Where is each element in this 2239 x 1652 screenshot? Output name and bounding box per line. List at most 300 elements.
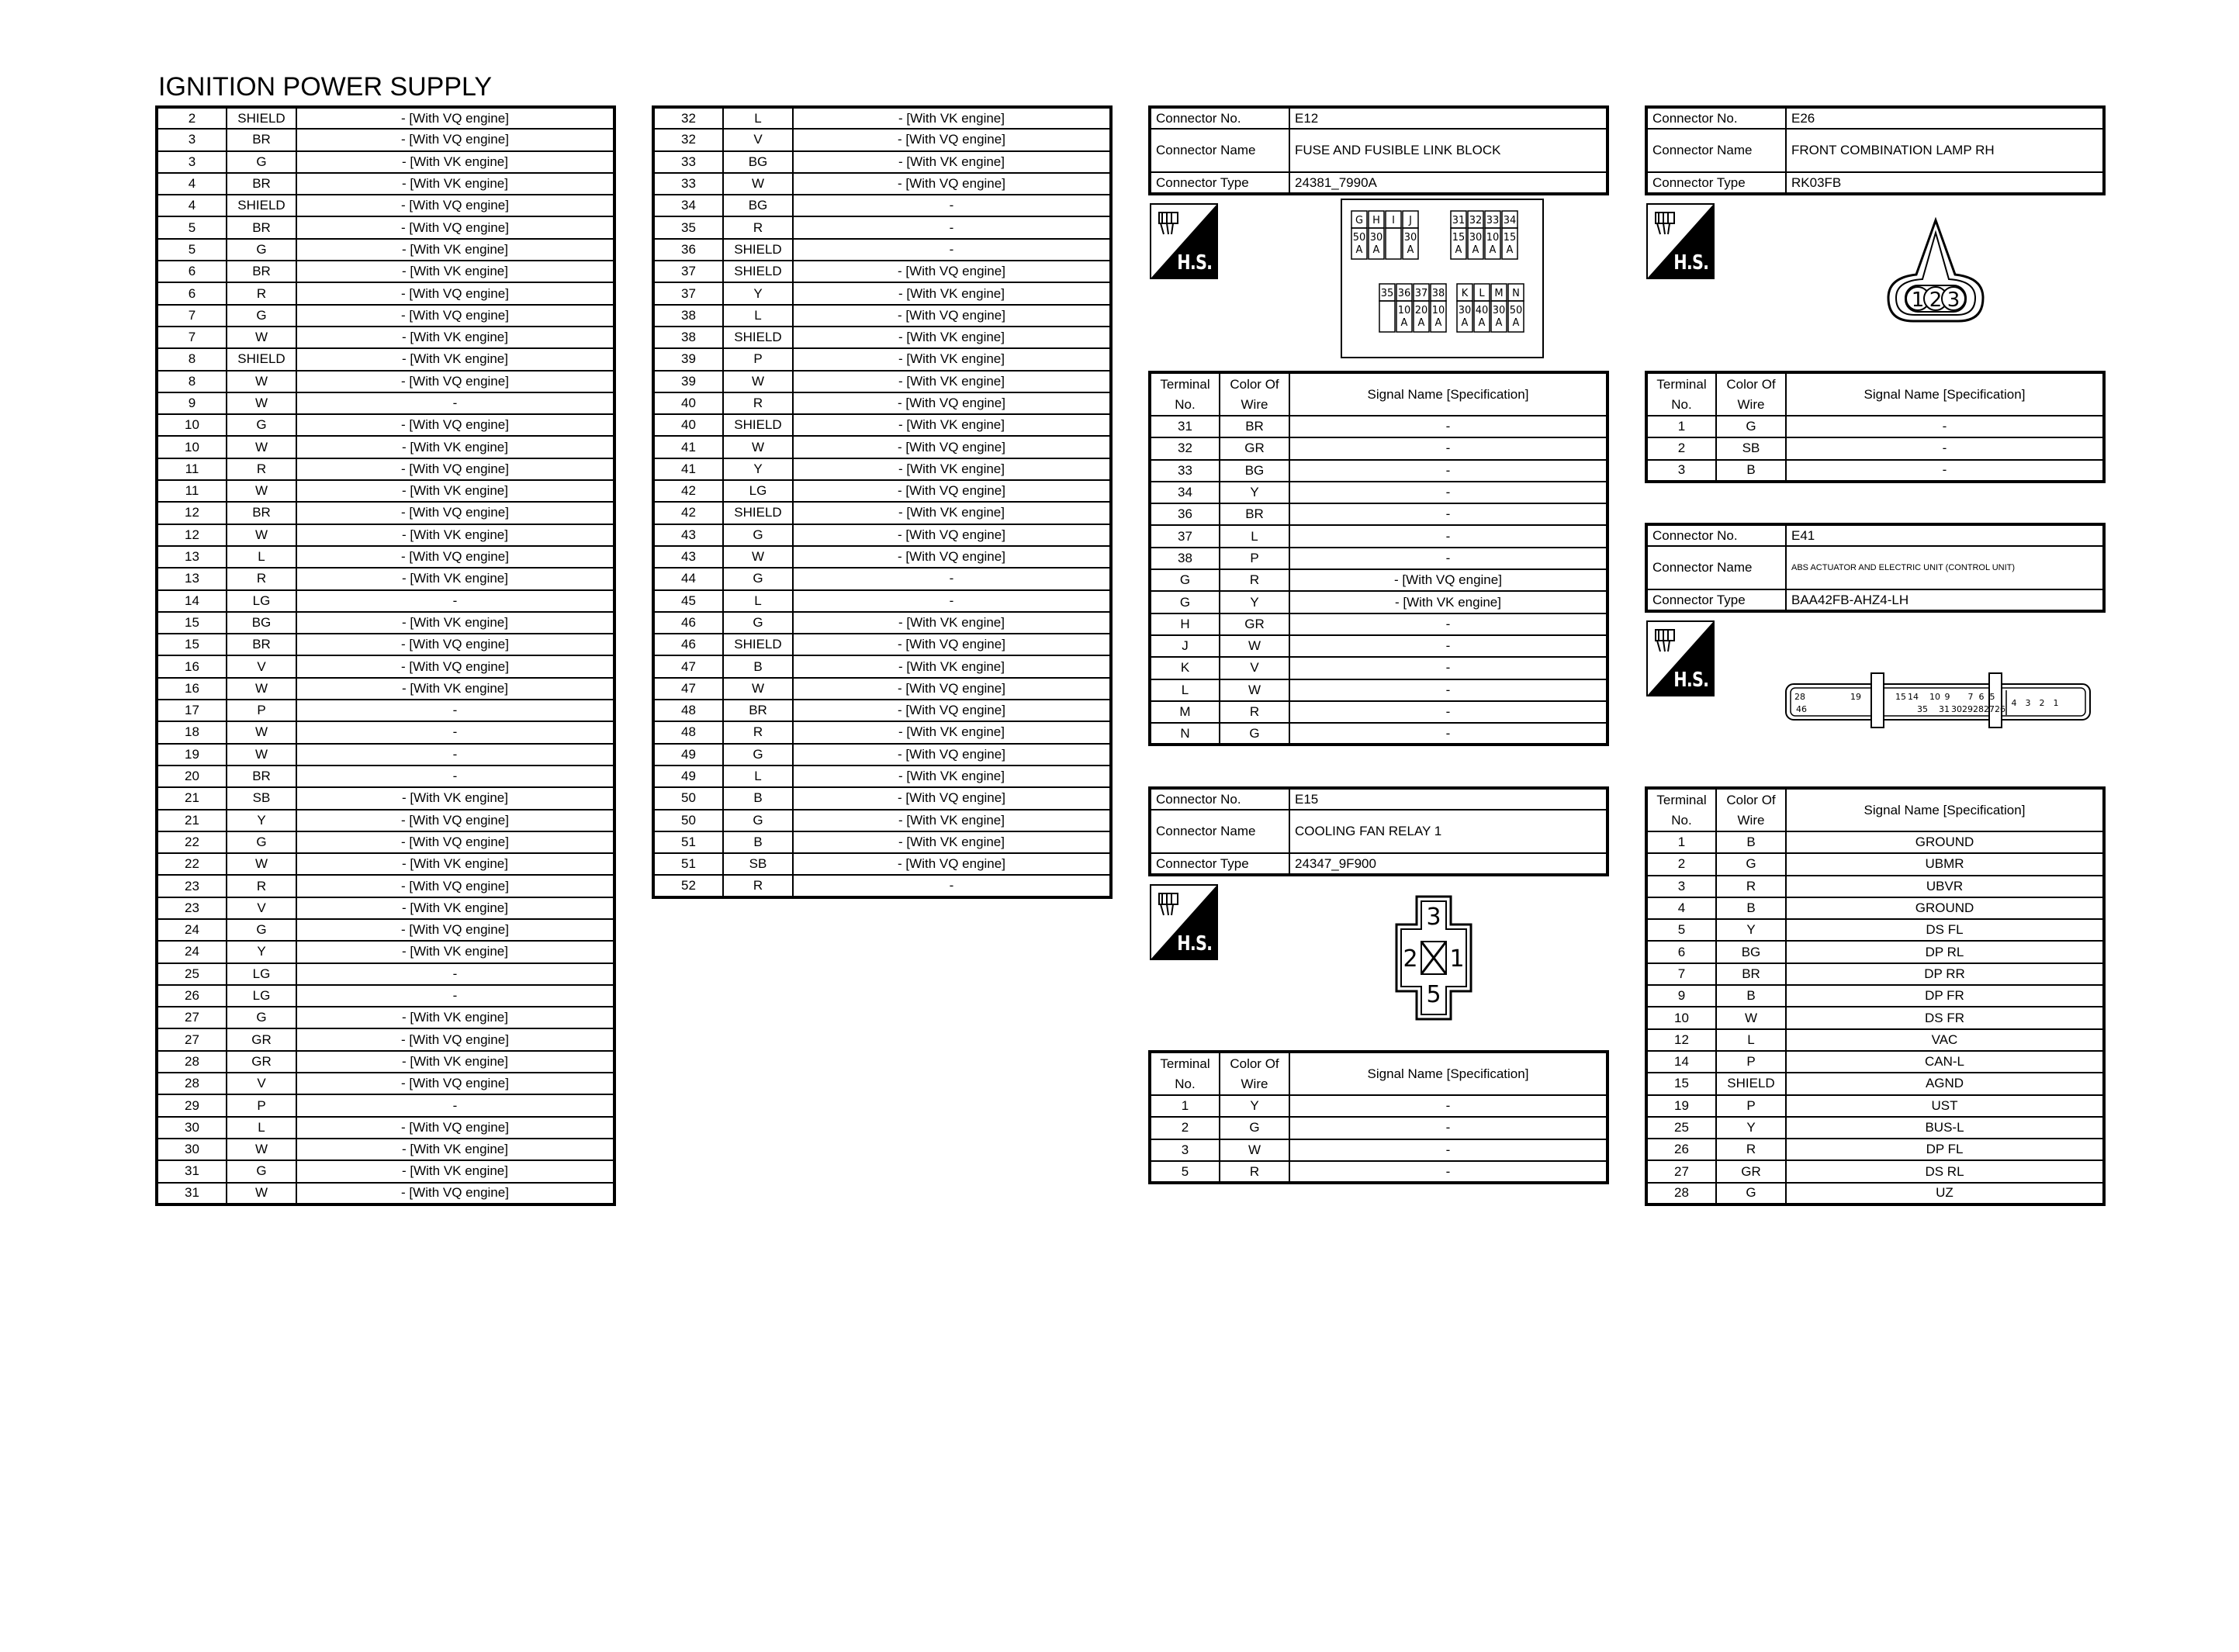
wire-color-cell: R xyxy=(227,282,296,304)
terminal-no-cell: 27 xyxy=(1646,1160,1716,1182)
signal-name-cell: - xyxy=(1289,503,1607,525)
table-row xyxy=(653,502,1111,524)
e41-pin-label: 46 xyxy=(1796,704,1807,714)
table-row xyxy=(1646,1073,2104,1094)
e15-terminal-table xyxy=(1148,1050,1609,1184)
table-row xyxy=(653,392,1111,414)
e41-connector-type: BAA42FB-AHZ4-LH xyxy=(1786,589,2104,611)
terminal-no-cell: 22 xyxy=(157,853,227,875)
signal-name-cell: - [With VQ engine] xyxy=(793,480,1111,502)
e41-connector-no: E41 xyxy=(1786,524,2104,546)
table-row xyxy=(157,612,614,634)
signal-name-cell: VAC xyxy=(1786,1029,2104,1051)
table-row xyxy=(1646,1029,2104,1051)
table-row xyxy=(157,787,614,809)
wire-color-cell: R xyxy=(227,875,296,897)
fuse-amp-value: 30 xyxy=(1492,305,1506,316)
e12-terminal-table xyxy=(1148,371,1609,746)
wire-color-cell: L xyxy=(723,766,793,787)
terminal-no-cell: 38 xyxy=(1150,548,1220,569)
terminal-no-cell: 44 xyxy=(653,568,723,589)
signal-name-cell: - xyxy=(296,985,614,1007)
fuse-amp-value: 10 xyxy=(1431,305,1445,316)
fuse-amp-value: 40 xyxy=(1475,305,1489,316)
signal-name-cell: - [With VK engine] xyxy=(793,831,1111,853)
fuse-slot-label: G xyxy=(1355,215,1364,226)
terminal-no-cell: 47 xyxy=(653,678,723,700)
table-row xyxy=(1646,963,2104,985)
terminal-no-cell: 3 xyxy=(157,151,227,173)
hs-label: H.S. xyxy=(1673,251,1708,275)
wire-color-cell: L xyxy=(227,1117,296,1139)
fuse-slot-label: 32 xyxy=(1469,215,1483,226)
signal-name-cell: - xyxy=(793,195,1111,216)
signal-name-cell: DS RL xyxy=(1786,1160,2104,1182)
wire-color-cell: SB xyxy=(723,853,793,875)
connector-no-label: Connector No. xyxy=(1646,107,1786,129)
signal-name-cell: - [With VQ engine] xyxy=(793,744,1111,766)
fuse-amp-value: 30 xyxy=(1403,232,1417,244)
terminal-no-cell: 18 xyxy=(157,721,227,743)
signal-name-cell: - [With VK engine] xyxy=(793,721,1111,743)
terminal-no-cell: 12 xyxy=(1646,1029,1716,1051)
table-row xyxy=(157,480,614,502)
wire-color-cell: W xyxy=(723,678,793,700)
terminal-no-cell: 14 xyxy=(157,590,227,612)
fuse-amp-unit: A xyxy=(1434,317,1442,329)
table-row xyxy=(157,502,614,524)
connector-hand-icon xyxy=(1651,625,1682,656)
fuse-amp-unit: A xyxy=(1455,244,1462,256)
wire-color-cell: W xyxy=(227,371,296,392)
terminal-no-cell: 16 xyxy=(157,678,227,700)
signal-name-cell: - [With VK engine] xyxy=(296,151,614,173)
terminal-no-cell: 36 xyxy=(653,239,723,261)
fuse-amp-value: 50 xyxy=(1509,305,1523,316)
terminal-no-cell: 16 xyxy=(157,655,227,677)
signal-name-cell: - [With VQ engine] xyxy=(296,919,614,941)
terminal-no-header: Terminal No. xyxy=(1646,372,1716,416)
table-row xyxy=(653,655,1111,677)
signal-name-cell: - [With VQ engine] xyxy=(793,261,1111,282)
wire-color-cell: V xyxy=(227,655,296,677)
signal-name-cell: - [With VK engine] xyxy=(296,348,614,370)
fuse-slot-label: L xyxy=(1479,288,1485,299)
signal-name-cell: - xyxy=(296,590,614,612)
wire-color-cell: BR xyxy=(227,502,296,524)
wire-color-cell: R xyxy=(227,568,296,589)
terminal-no-cell: G xyxy=(1150,591,1220,613)
terminal-no-cell: 9 xyxy=(1646,985,1716,1007)
table-row xyxy=(157,173,614,195)
e26-lamp-connector-diagram xyxy=(1877,217,1994,326)
e41-pin-label: 30 xyxy=(1951,704,1962,714)
signal-name-cell: BUS-L xyxy=(1786,1117,2104,1139)
table-row xyxy=(157,261,614,282)
signal-name-cell: - [With VK engine] xyxy=(296,436,614,458)
terminal-no-cell: 5 xyxy=(157,239,227,261)
table-row xyxy=(157,436,614,458)
terminal-no-cell: 10 xyxy=(1646,1007,1716,1028)
signal-name-cell: - [With VK engine] xyxy=(296,1051,614,1073)
wire-color-cell: Y xyxy=(227,941,296,963)
terminal-no-cell: 11 xyxy=(157,480,227,502)
terminal-no-cell: 7 xyxy=(157,327,227,348)
terminal-no-cell: 32 xyxy=(653,129,723,150)
signal-name-header: Signal Name [Specification] xyxy=(1289,1052,1607,1095)
wire-color-cell: SB xyxy=(227,787,296,809)
wire-color-cell: BR xyxy=(227,634,296,655)
signal-name-cell: - xyxy=(793,875,1111,897)
terminal-no-cell: 46 xyxy=(653,612,723,634)
signal-name-cell: - [With VK engine] xyxy=(793,414,1111,436)
connector-type-label: Connector Type xyxy=(1150,172,1289,194)
terminal-no-cell: 4 xyxy=(157,173,227,195)
table-row xyxy=(653,810,1111,831)
terminal-no-cell: 41 xyxy=(653,436,723,458)
table-row xyxy=(653,107,1111,129)
table-row xyxy=(157,348,614,370)
terminal-no-cell: H xyxy=(1150,613,1220,635)
fuse-amp-unit: A xyxy=(1495,317,1503,329)
e26-pin-1: 1 xyxy=(1911,289,1925,312)
wire-color-cell: B xyxy=(723,655,793,677)
terminal-no-header: Terminal No. xyxy=(1150,372,1220,416)
wire-color-cell: R xyxy=(723,216,793,238)
terminal-no-cell: 37 xyxy=(653,261,723,282)
table-row xyxy=(1150,1117,1607,1139)
signal-name-cell: GROUND xyxy=(1786,831,2104,853)
wire-color-cell: B xyxy=(723,787,793,809)
terminal-no-cell: 21 xyxy=(157,787,227,809)
wire-color-cell: SHIELD xyxy=(723,327,793,348)
terminal-no-cell: 26 xyxy=(157,985,227,1007)
table-row xyxy=(1150,1139,1607,1161)
signal-name-cell: - [With VK engine] xyxy=(793,458,1111,480)
page-title: IGNITION POWER SUPPLY xyxy=(158,72,493,102)
wire-color-cell: BR xyxy=(227,261,296,282)
e15-relay-diagram xyxy=(1395,895,1472,1022)
wire-color-cell: W xyxy=(227,853,296,875)
signal-name-cell: DS FL xyxy=(1786,919,2104,941)
terminal-no-cell: 28 xyxy=(1646,1183,1716,1204)
signal-name-cell: - xyxy=(1289,1117,1607,1139)
connector-name-label: Connector Name xyxy=(1646,546,1786,589)
signal-name-cell: - [With VK engine] xyxy=(793,371,1111,392)
wire-color-cell: W xyxy=(227,744,296,766)
terminal-no-cell: 15 xyxy=(157,612,227,634)
signal-name-cell: - [With VQ engine] xyxy=(296,875,614,897)
signal-name-cell: - [With VK engine] xyxy=(296,941,614,963)
wire-color-cell: R xyxy=(723,721,793,743)
table-row xyxy=(653,282,1111,304)
wire-color-cell: V xyxy=(227,897,296,919)
table-row xyxy=(157,744,614,766)
terminal-no-cell: 3 xyxy=(157,129,227,150)
table-row xyxy=(157,1094,614,1116)
wire-color-cell: P xyxy=(1220,548,1289,569)
wire-color-cell: R xyxy=(227,458,296,480)
table-row xyxy=(157,1028,614,1050)
terminal-no-cell: 51 xyxy=(653,831,723,853)
terminal-no-cell: 30 xyxy=(157,1139,227,1160)
terminal-no-cell: 7 xyxy=(1646,963,1716,985)
table-row xyxy=(157,810,614,831)
terminal-no-cell: 23 xyxy=(157,875,227,897)
wire-color-cell: Y xyxy=(723,458,793,480)
signal-name-cell: - [With VK engine] xyxy=(296,239,614,261)
table-row xyxy=(157,1139,614,1160)
wire-color-cell: SHIELD xyxy=(723,261,793,282)
wire-color-cell: SB xyxy=(1716,437,1786,459)
table-row xyxy=(157,590,614,612)
wire-color-cell: V xyxy=(227,1073,296,1094)
fuse-amp-unit: A xyxy=(1489,244,1497,256)
fuse-amp-unit: A xyxy=(1472,244,1479,256)
terminal-no-cell: 46 xyxy=(653,634,723,655)
wire-color-cell: R xyxy=(723,875,793,897)
fuse-slot-label: I xyxy=(1392,215,1395,226)
table-row xyxy=(1150,723,1607,745)
table-row xyxy=(653,173,1111,195)
terminal-no-header: Terminal No. xyxy=(1150,1052,1220,1095)
signal-name-cell: - xyxy=(1289,460,1607,482)
signal-name-cell: - xyxy=(793,216,1111,238)
e26-pin-3: 3 xyxy=(1947,289,1960,312)
wire-color-cell: W xyxy=(227,1183,296,1204)
table-row xyxy=(157,655,614,677)
wire-color-cell: SHIELD xyxy=(227,348,296,370)
wire-color-cell: L xyxy=(227,546,296,568)
connector-no-label: Connector No. xyxy=(1150,107,1289,129)
fuse-amp-value: 30 xyxy=(1458,305,1472,316)
wire-color-cell: BR xyxy=(1220,503,1289,525)
table-row xyxy=(157,941,614,963)
signal-name-cell: - xyxy=(1289,1139,1607,1161)
terminal-no-cell: G xyxy=(1150,569,1220,591)
wire-color-cell: L xyxy=(723,305,793,327)
wire-color-cell: Y xyxy=(1716,1117,1786,1139)
signal-name-cell: - xyxy=(296,766,614,787)
terminal-no-cell: 3 xyxy=(1646,876,1716,897)
table-row xyxy=(1646,919,2104,941)
signal-name-cell: - [With VK engine] xyxy=(296,524,614,546)
table-row xyxy=(653,853,1111,875)
table-row xyxy=(157,853,614,875)
table-row xyxy=(1646,985,2104,1007)
signal-name-cell: - [With VK engine] xyxy=(296,261,614,282)
table-row xyxy=(1150,525,1607,547)
signal-name-cell: - [With VQ engine] xyxy=(296,305,614,327)
terminal-no-cell: 13 xyxy=(157,546,227,568)
signal-name-cell: - [With VK engine] xyxy=(793,327,1111,348)
terminal-list-1 xyxy=(155,105,616,1206)
table-row xyxy=(653,195,1111,216)
terminal-no-cell: 32 xyxy=(1150,437,1220,459)
wire-color-cell: W xyxy=(227,392,296,414)
wire-color-cell: G xyxy=(227,151,296,173)
e15-connector-type: 24347_9F900 xyxy=(1289,853,1607,875)
signal-name-cell: - [With VQ engine] xyxy=(296,502,614,524)
signal-name-cell: UBMR xyxy=(1786,853,2104,875)
wire-color-cell: P xyxy=(227,700,296,721)
wire-color-cell: W xyxy=(723,173,793,195)
wire-color-cell: Y xyxy=(1716,919,1786,941)
signal-name-cell: - [With VQ engine] xyxy=(793,546,1111,568)
signal-name-cell: GROUND xyxy=(1786,897,2104,919)
table-row xyxy=(653,744,1111,766)
wire-color-cell: R xyxy=(1220,701,1289,723)
terminal-no-cell: 19 xyxy=(1646,1095,1716,1117)
e26-terminal-table xyxy=(1645,371,2106,483)
terminal-no-cell: 2 xyxy=(1646,437,1716,459)
terminal-no-cell: 48 xyxy=(653,700,723,721)
e12-connector-name: FUSE AND FUSIBLE LINK BLOCK xyxy=(1289,129,1607,172)
signal-name-cell: - [With VQ engine] xyxy=(296,1183,614,1204)
wire-color-cell: B xyxy=(1716,985,1786,1007)
wire-color-cell: P xyxy=(1716,1051,1786,1073)
terminal-no-cell: 1 xyxy=(1646,831,1716,853)
fuse-slot-label: K xyxy=(1461,288,1469,299)
table-row xyxy=(653,678,1111,700)
fuse-amp-value: 10 xyxy=(1486,232,1500,244)
table-row xyxy=(1646,1117,2104,1139)
terminal-no-cell: 34 xyxy=(653,195,723,216)
table-row xyxy=(653,831,1111,853)
e41-pin-label: 5 xyxy=(1989,692,1995,702)
table-row xyxy=(157,107,614,129)
wire-color-cell: Y xyxy=(723,282,793,304)
wire-color-cell: BR xyxy=(723,700,793,721)
fuse-slot-label: 33 xyxy=(1486,215,1500,226)
table-row xyxy=(157,678,614,700)
wire-color-cell: LG xyxy=(723,480,793,502)
table-row xyxy=(1646,941,2104,963)
signal-name-cell: - [With VQ engine] xyxy=(793,678,1111,700)
wire-color-cell: B xyxy=(723,831,793,853)
signal-name-header: Signal Name [Specification] xyxy=(1786,788,2104,831)
terminal-no-cell: 3 xyxy=(1646,460,1716,482)
table-row xyxy=(157,327,614,348)
wire-color-cell: L xyxy=(723,590,793,612)
terminal-no-cell: 21 xyxy=(157,810,227,831)
fuse-amp-value: 15 xyxy=(1452,232,1466,244)
wire-color-cell: G xyxy=(723,568,793,589)
wire-color-cell: W xyxy=(723,546,793,568)
signal-name-cell: - [With VK engine] xyxy=(793,107,1111,129)
terminal-no-cell: 28 xyxy=(157,1073,227,1094)
signal-name-cell: - xyxy=(793,239,1111,261)
signal-name-cell: DP RL xyxy=(1786,941,2104,963)
signal-name-cell: - [With VQ engine] xyxy=(793,129,1111,150)
signal-name-cell: - [With VQ engine] xyxy=(296,1028,614,1050)
hs-label: H.S. xyxy=(1177,251,1212,275)
connector-hand-icon xyxy=(1154,889,1185,920)
signal-name-cell: UBVR xyxy=(1786,876,2104,897)
wire-color-cell: BR xyxy=(1220,416,1289,437)
signal-name-cell: - xyxy=(793,590,1111,612)
wire-color-cell: SHIELD xyxy=(227,107,296,129)
wire-color-cell: BR xyxy=(227,216,296,238)
terminal-no-cell: 32 xyxy=(653,107,723,129)
terminal-no-cell: 6 xyxy=(157,261,227,282)
table-row xyxy=(157,458,614,480)
terminal-no-cell: 5 xyxy=(1646,919,1716,941)
terminal-no-cell: 4 xyxy=(157,195,227,216)
wire-color-cell: G xyxy=(227,831,296,853)
wire-color-cell: P xyxy=(1716,1095,1786,1117)
terminal-no-cell: 3 xyxy=(1150,1139,1220,1161)
signal-name-cell: - xyxy=(296,1094,614,1116)
terminal-no-cell: 35 xyxy=(653,216,723,238)
e41-abs-connector-diagram xyxy=(1781,670,2095,732)
wire-color-cell: W xyxy=(227,436,296,458)
e41-pin-label: 1 xyxy=(2053,698,2059,708)
signal-name-cell: - [With VK engine] xyxy=(296,678,614,700)
table-row xyxy=(1646,460,2104,482)
signal-name-cell: - xyxy=(1289,548,1607,569)
wire-color-cell: W xyxy=(1716,1007,1786,1028)
wire-color-cell: W xyxy=(1220,679,1289,701)
signal-name-cell: - xyxy=(1289,1161,1607,1183)
table-row xyxy=(653,700,1111,721)
wire-color-cell: BR xyxy=(1716,963,1786,985)
terminal-no-cell: 9 xyxy=(157,392,227,414)
table-row xyxy=(1646,1051,2104,1073)
table-row xyxy=(1150,548,1607,569)
table-row xyxy=(157,634,614,655)
terminal-no-cell: 37 xyxy=(653,282,723,304)
table-row xyxy=(1646,1160,2104,1182)
wire-color-cell: L xyxy=(1716,1029,1786,1051)
table-row xyxy=(157,129,614,150)
terminal-no-cell: 14 xyxy=(1646,1051,1716,1073)
terminal-no-cell: 33 xyxy=(653,173,723,195)
table-row xyxy=(157,919,614,941)
table-row xyxy=(653,546,1111,568)
table-row xyxy=(1150,613,1607,635)
wire-color-cell: GR xyxy=(1716,1160,1786,1182)
fuse-amp-unit: A xyxy=(1400,317,1408,329)
table-row xyxy=(653,634,1111,655)
table-row xyxy=(1150,1095,1607,1117)
table-row xyxy=(157,700,614,721)
terminal-no-cell: 12 xyxy=(157,524,227,546)
terminal-no-cell: 38 xyxy=(653,327,723,348)
terminal-no-cell: 47 xyxy=(653,655,723,677)
signal-name-cell: - [With VK engine] xyxy=(296,1160,614,1182)
e26-connector-name: FRONT COMBINATION LAMP RH xyxy=(1786,129,2104,172)
connector-type-label: Connector Type xyxy=(1150,853,1289,875)
signal-name-cell: - xyxy=(1289,723,1607,745)
terminal-no-cell: 43 xyxy=(653,524,723,546)
e41-pin-label: 35 xyxy=(1917,704,1928,714)
wire-color-cell: G xyxy=(723,810,793,831)
table-row xyxy=(1150,569,1607,591)
fuse-amp-value: 50 xyxy=(1352,232,1366,244)
signal-name-cell: - xyxy=(296,392,614,414)
terminal-no-cell: 48 xyxy=(653,721,723,743)
terminal-no-cell: 1 xyxy=(1150,1095,1220,1117)
terminal-no-cell: 30 xyxy=(157,1117,227,1139)
signal-name-cell: - [With VK engine] xyxy=(793,502,1111,524)
wire-color-cell: BG xyxy=(723,195,793,216)
signal-name-header: Signal Name [Specification] xyxy=(1289,372,1607,416)
fuse-slot-label: N xyxy=(1512,288,1520,299)
signal-name-cell: - [With VQ engine] xyxy=(296,414,614,436)
terminal-no-cell: 19 xyxy=(157,744,227,766)
wire-color-cell: R xyxy=(1716,876,1786,897)
